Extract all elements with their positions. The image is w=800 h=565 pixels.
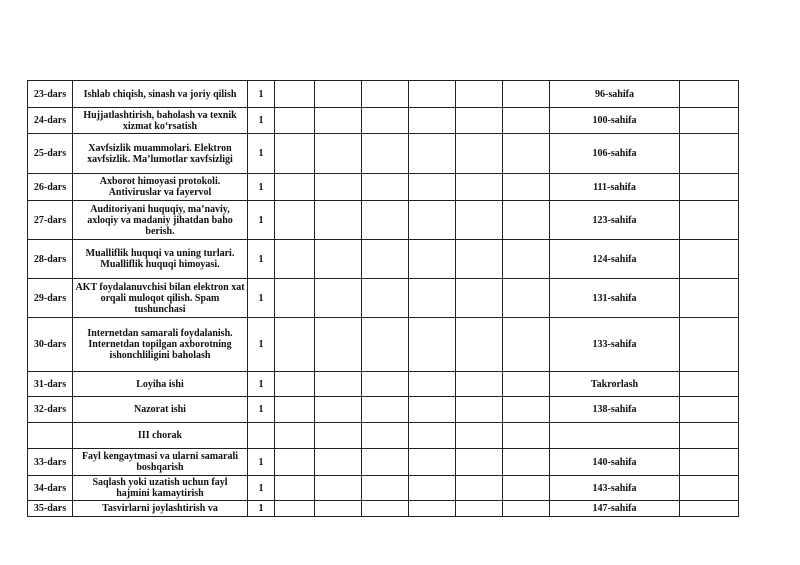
empty-cell (315, 201, 362, 240)
table-row (28, 201, 739, 240)
empty-cell (503, 423, 550, 449)
empty-cell (275, 372, 315, 397)
lesson-topic: Internetdan samarali foydalanish. Internetdan topilgan axborotning ishonchliligini baholash (73, 318, 248, 372)
lesson-hours: 1 (248, 174, 275, 201)
empty-cell (456, 318, 503, 372)
lesson-hours: 1 (248, 201, 275, 240)
textbook-page: 131-sahifa (550, 279, 680, 318)
lesson-topic: Tasvirlarni joylashtirish va (73, 501, 248, 517)
empty-cell (680, 108, 739, 134)
empty-cell (503, 397, 550, 423)
table-row (28, 501, 739, 517)
lesson-hours: 1 (248, 108, 275, 134)
empty-cell (503, 279, 550, 318)
lesson-number: 30-dars (28, 318, 73, 372)
textbook-page: 124-sahifa (550, 240, 680, 279)
lesson-topic: Nazorat ishi (73, 397, 248, 423)
empty-cell (409, 397, 456, 423)
lesson-number: 33-dars (28, 449, 73, 476)
lesson-hours: 1 (248, 501, 275, 517)
lesson-topic: Hujjatlashtirish, baholash va texnik xizmat ko‘rsatish (73, 108, 248, 134)
empty-cell (680, 174, 739, 201)
empty-cell (248, 423, 275, 449)
empty-cell (362, 201, 409, 240)
lesson-number: 32-dars (28, 397, 73, 423)
lesson-number: 25-dars (28, 134, 73, 174)
lesson-topic: Auditoriyani huquqiy, ma’naviy, axloqiy va madaniy jihatdan baho berish. (73, 201, 248, 240)
empty-cell (315, 372, 362, 397)
empty-cell (362, 449, 409, 476)
empty-cell (409, 501, 456, 517)
lesson-number: 31-dars (28, 372, 73, 397)
empty-cell (680, 81, 739, 108)
empty-cell (275, 449, 315, 476)
empty-cell (680, 318, 739, 372)
textbook-page: 111-sahifa (550, 174, 680, 201)
empty-cell (315, 476, 362, 501)
empty-cell (503, 501, 550, 517)
empty-cell (409, 201, 456, 240)
empty-cell (456, 174, 503, 201)
empty-cell (680, 372, 739, 397)
empty-cell (503, 201, 550, 240)
lesson-hours: 1 (248, 240, 275, 279)
lesson-number: 28-dars (28, 240, 73, 279)
textbook-page: 133-sahifa (550, 318, 680, 372)
lesson-number: 35-dars (28, 501, 73, 517)
table-row (28, 240, 739, 279)
empty-cell (409, 81, 456, 108)
empty-cell (28, 423, 73, 449)
empty-cell (315, 449, 362, 476)
lesson-topic: Axborot himoyasi protokoli. Antiviruslar va fayervol (73, 174, 248, 201)
empty-cell (275, 174, 315, 201)
empty-cell (409, 240, 456, 279)
empty-cell (456, 134, 503, 174)
textbook-page: 106-sahifa (550, 134, 680, 174)
empty-cell (275, 240, 315, 279)
lesson-number: 23-dars (28, 81, 73, 108)
empty-cell (503, 372, 550, 397)
lesson-hours: 1 (248, 449, 275, 476)
empty-cell (503, 108, 550, 134)
lesson-hours: 1 (248, 134, 275, 174)
table-row (28, 134, 739, 174)
empty-cell (680, 501, 739, 517)
empty-cell (456, 279, 503, 318)
textbook-page: 138-sahifa (550, 397, 680, 423)
empty-cell (680, 279, 739, 318)
table-row (28, 372, 739, 397)
lesson-plan-table (27, 80, 739, 517)
empty-cell (503, 134, 550, 174)
empty-cell (456, 240, 503, 279)
empty-cell (680, 397, 739, 423)
textbook-page: 140-sahifa (550, 449, 680, 476)
empty-cell (456, 108, 503, 134)
empty-cell (362, 240, 409, 279)
empty-cell (409, 108, 456, 134)
empty-cell (503, 240, 550, 279)
textbook-page: 123-sahifa (550, 201, 680, 240)
table-row (28, 108, 739, 134)
empty-cell (503, 476, 550, 501)
empty-cell (680, 476, 739, 501)
empty-cell (409, 318, 456, 372)
empty-cell (275, 279, 315, 318)
table-row (28, 449, 739, 476)
empty-cell (409, 134, 456, 174)
empty-cell (503, 449, 550, 476)
lesson-number: 26-dars (28, 174, 73, 201)
empty-cell (275, 81, 315, 108)
empty-cell (456, 501, 503, 517)
empty-cell (315, 318, 362, 372)
empty-cell (362, 476, 409, 501)
empty-cell (503, 81, 550, 108)
textbook-page: 100-sahifa (550, 108, 680, 134)
textbook-page: 143-sahifa (550, 476, 680, 501)
empty-cell (275, 201, 315, 240)
lesson-hours: 1 (248, 476, 275, 501)
lesson-number: 27-dars (28, 201, 73, 240)
empty-cell (409, 279, 456, 318)
empty-cell (680, 240, 739, 279)
lesson-number: 34-dars (28, 476, 73, 501)
table-row (28, 81, 739, 108)
empty-cell (275, 501, 315, 517)
empty-cell (362, 174, 409, 201)
empty-cell (275, 134, 315, 174)
empty-cell (362, 134, 409, 174)
empty-cell (362, 423, 409, 449)
empty-cell (680, 423, 739, 449)
empty-cell (315, 108, 362, 134)
lesson-topic: AKT foydalanuvchisi bilan elektron xat orqali muloqot qilish. Spam tushunchasi (73, 279, 248, 318)
empty-cell (315, 279, 362, 318)
lesson-hours: 1 (248, 318, 275, 372)
lesson-topic: Loyiha ishi (73, 372, 248, 397)
empty-cell (409, 476, 456, 501)
empty-cell (409, 174, 456, 201)
empty-cell (550, 423, 680, 449)
quarter-row (28, 423, 739, 449)
empty-cell (315, 81, 362, 108)
lesson-number: 24-dars (28, 108, 73, 134)
empty-cell (362, 279, 409, 318)
empty-cell (456, 372, 503, 397)
empty-cell (409, 423, 456, 449)
empty-cell (275, 397, 315, 423)
empty-cell (275, 318, 315, 372)
empty-cell (362, 372, 409, 397)
empty-cell (456, 423, 503, 449)
quarter-title: III chorak (73, 423, 248, 449)
textbook-page: Takrorlash (550, 372, 680, 397)
empty-cell (456, 81, 503, 108)
empty-cell (275, 423, 315, 449)
table-row (28, 174, 739, 201)
empty-cell (680, 449, 739, 476)
empty-cell (503, 318, 550, 372)
empty-cell (503, 174, 550, 201)
empty-cell (315, 501, 362, 517)
lesson-hours: 1 (248, 397, 275, 423)
lesson-topic: Fayl kengaytmasi va ularni samarali boshqarish (73, 449, 248, 476)
lesson-hours: 1 (248, 279, 275, 318)
empty-cell (456, 201, 503, 240)
empty-cell (362, 81, 409, 108)
empty-cell (409, 449, 456, 476)
empty-cell (456, 397, 503, 423)
lesson-topic: Saqlash yoki uzatish uchun fayl hajmini kamaytirish (73, 476, 248, 501)
empty-cell (315, 423, 362, 449)
empty-cell (362, 501, 409, 517)
table-row (28, 279, 739, 318)
lesson-number: 29-dars (28, 279, 73, 318)
textbook-page: 96-sahifa (550, 81, 680, 108)
lesson-hours: 1 (248, 372, 275, 397)
empty-cell (315, 134, 362, 174)
empty-cell (456, 476, 503, 501)
empty-cell (362, 397, 409, 423)
empty-cell (275, 476, 315, 501)
empty-cell (680, 201, 739, 240)
empty-cell (362, 318, 409, 372)
empty-cell (315, 174, 362, 201)
textbook-page: 147-sahifa (550, 501, 680, 517)
lesson-hours: 1 (248, 81, 275, 108)
empty-cell (315, 240, 362, 279)
lesson-topic: Xavfsizlik muammolari. Elektron xavfsizlik. Ma’lumotlar xavfsizligi (73, 134, 248, 174)
table-row (28, 476, 739, 501)
table-row (28, 318, 739, 372)
lesson-topic: Ishlab chiqish, sinash va joriy qilish (73, 81, 248, 108)
empty-cell (409, 372, 456, 397)
empty-cell (680, 134, 739, 174)
empty-cell (456, 449, 503, 476)
empty-cell (315, 397, 362, 423)
lesson-topic: Mualliflik huquqi va uning turlari. Mualliflik huquqi himoyasi. (73, 240, 248, 279)
empty-cell (362, 108, 409, 134)
empty-cell (275, 108, 315, 134)
table-row (28, 397, 739, 423)
